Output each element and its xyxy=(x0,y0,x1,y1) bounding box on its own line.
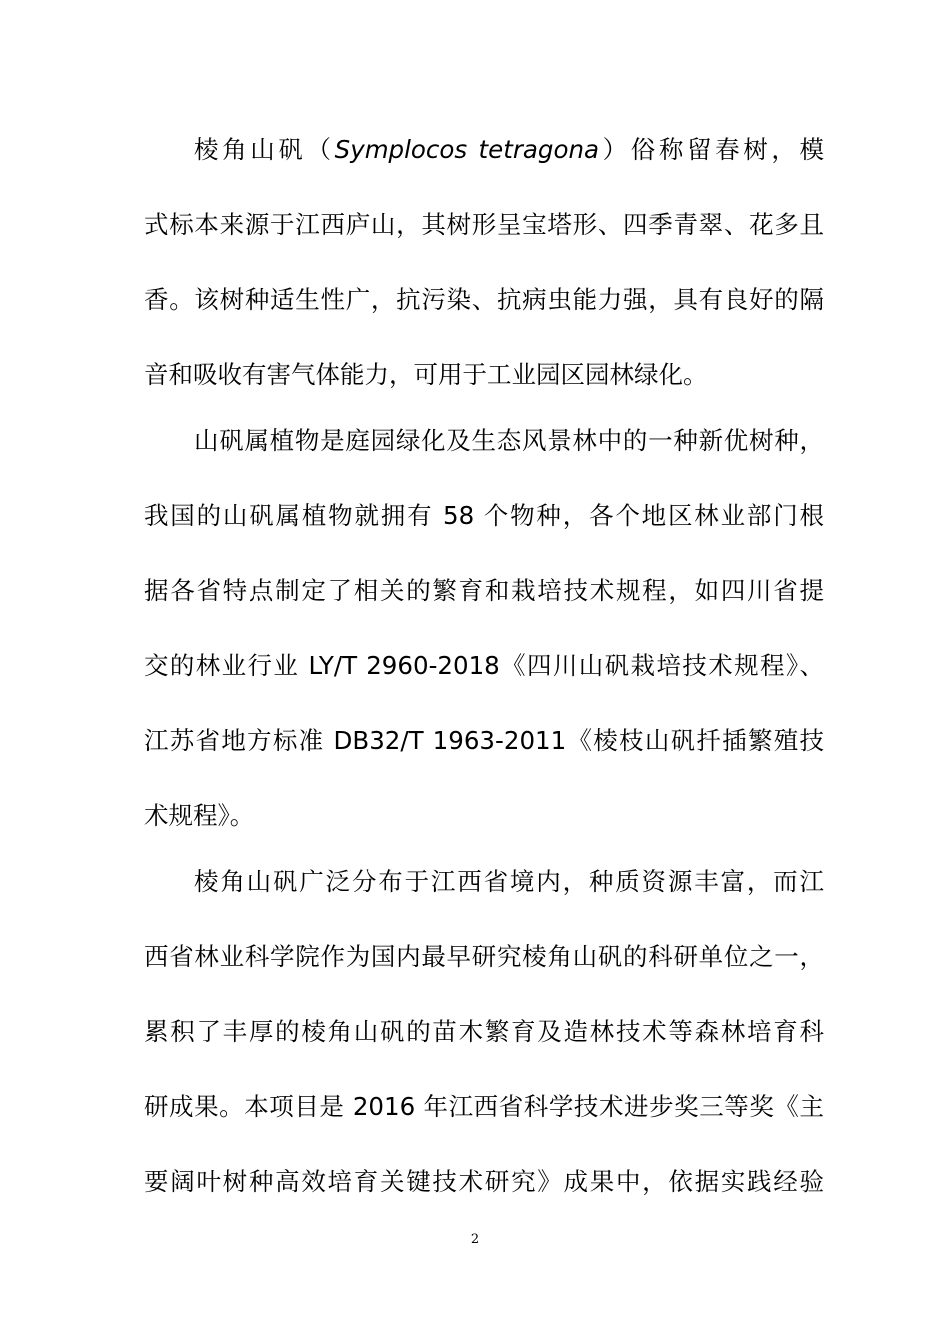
text-line: 术规程》。 xyxy=(144,801,255,830)
text-segment: ）俗称留春树，模 xyxy=(599,135,825,164)
page-number: 2 xyxy=(470,1232,480,1247)
text-line: 要阔叶树种高效培育关键技术研究》成果中，依据实践经验 xyxy=(144,1167,824,1196)
text-segment: 棱角山矾（ xyxy=(194,135,335,164)
text-line: 香。该树种适生性广，抗污染、抗病虫能力强，具有良好的隔 xyxy=(144,285,824,314)
text-line: 研成果。本项目是 2016 年江西省科学技术进步奖三等奖《主 xyxy=(144,1092,824,1121)
text-line: 累积了丰厚的棱角山矾的苗木繁育及造林技术等森林培育科 xyxy=(144,1017,824,1046)
text-line: 交的林业行业 LY/T 2960-2018《四川山矾栽培技术规程》、 xyxy=(144,651,824,680)
text-line: 西省林业科学院作为国内最早研究棱角山矾的科研单位之一， xyxy=(144,942,824,971)
text-line: 棱角山矾广泛分布于江西省境内，种质资源丰富，而江 xyxy=(194,867,824,896)
text-line: 山矾属植物是庭园绿化及生态风景林中的一种新优树种， xyxy=(194,426,824,455)
text-line: 江苏省地方标准 DB32/T 1963-2011《棱枝山矾扦插繁殖技 xyxy=(144,726,824,755)
text-line: 音和吸收有害气体能力，可用于工业园区园林绿化。 xyxy=(144,360,708,389)
latin-name: Symplocos tetragona xyxy=(334,135,599,164)
text-line xyxy=(194,134,824,166)
text-line: 式标本来源于江西庐山，其树形呈宝塔形、四季青翠、花多且 xyxy=(144,210,824,239)
text-line: 我国的山矾属植物就拥有 58 个物种，各个地区林业部门根 xyxy=(144,501,824,530)
text-line: 据各省特点制定了相关的繁育和栽培技术规程，如四川省提 xyxy=(144,576,824,605)
